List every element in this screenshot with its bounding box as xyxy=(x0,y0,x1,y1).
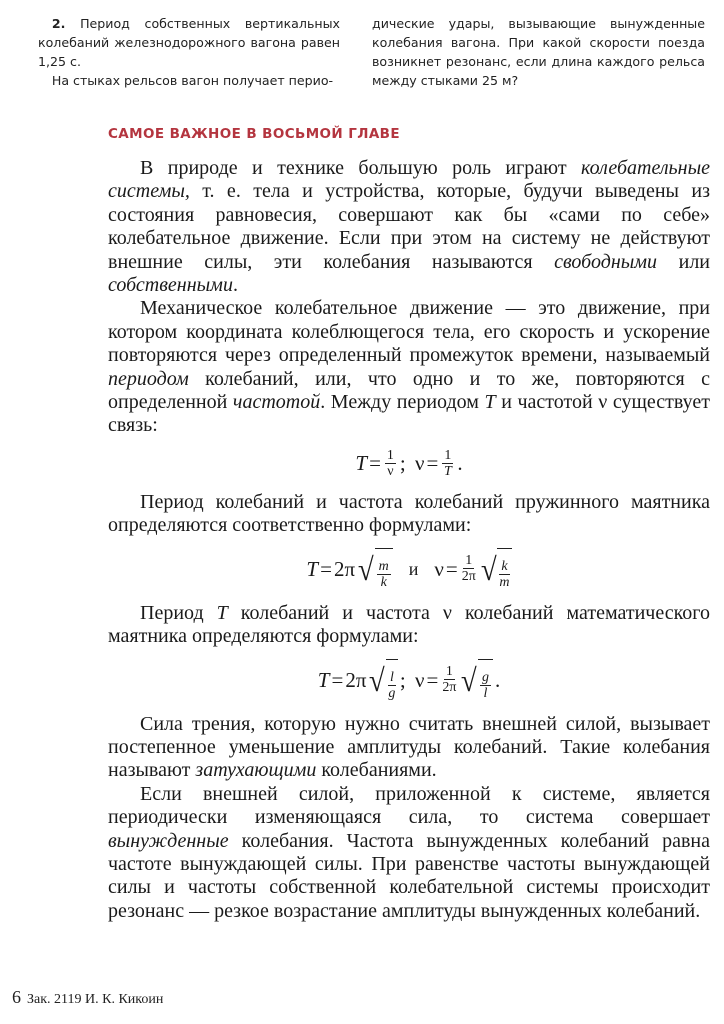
emphasized-term: частотой xyxy=(232,391,321,414)
square-root: √ $\frac{l}{g}$ xyxy=(368,659,397,701)
denominator: m xyxy=(499,574,510,590)
emphasized-term: периодом xyxy=(108,367,189,390)
square-root: √ $\frac{m}{k}$ xyxy=(357,548,393,590)
symbol: = xyxy=(426,667,439,692)
symbol: ν xyxy=(415,451,425,476)
emphasized-term: вынужденные xyxy=(108,829,229,852)
exercise-column-1 xyxy=(38,14,340,90)
formula-period-frequency xyxy=(108,448,710,479)
numerator: m xyxy=(378,558,389,574)
denominator: 2π xyxy=(461,569,476,585)
page-footer xyxy=(12,987,163,1008)
denominator: T xyxy=(443,463,452,479)
paragraph-text: т. е. тела и устройства, которые, будучи выведены из состояния равновесия, совершают как бы «сами по себе» колебательное движение. Если при этом на систему не действуют внешние силы, эти колебания называются xyxy=(108,180,710,273)
exercise-text xyxy=(38,14,340,71)
fraction xyxy=(442,664,456,695)
conjunction: и xyxy=(408,558,419,579)
fraction xyxy=(462,553,476,584)
symbol: T xyxy=(317,667,330,692)
denominator: k xyxy=(380,574,387,590)
paragraph-text: колебаний, или, что одно и то же, повторяются с определенной xyxy=(108,367,710,414)
emphasized-term: колебательные системы, xyxy=(108,157,710,203)
numerator: 1 xyxy=(445,664,453,679)
numerator: l xyxy=(389,669,394,685)
square-root: √ $\frac{k}{m}$ xyxy=(480,548,512,590)
symbol: = xyxy=(369,451,381,476)
page-number: 6 xyxy=(12,987,21,1007)
paragraph-text: Период xyxy=(140,601,217,624)
symbol: T xyxy=(355,451,368,476)
paragraph-text: В природе и технике большую роль играют xyxy=(140,157,582,179)
emphasized-term: свободными xyxy=(554,250,658,273)
chapter-summary xyxy=(108,157,710,923)
paragraph-text: Механическое колебательное движение — это движение, при котором координата колеблющегося тела, его скорость и ускорение повторяются через определенный промежуток времени, называемый xyxy=(108,297,710,367)
symbol: ν xyxy=(414,667,425,692)
square-root: √ $\frac{g}{l}$ xyxy=(460,659,493,701)
numerator: 1 xyxy=(386,447,394,463)
paragraph-text: или xyxy=(657,250,710,273)
symbol: = xyxy=(331,667,344,692)
numerator: g xyxy=(481,669,489,685)
fraction xyxy=(385,448,396,479)
symbol: = xyxy=(445,556,458,581)
paragraph-text: Период колебаний и частота колебаний пружинного маятника определяются соответственно формулами: xyxy=(108,490,710,537)
symbol: 2π xyxy=(345,667,367,692)
paragraph xyxy=(108,783,710,923)
symbol: = xyxy=(426,451,439,476)
numerator: k xyxy=(501,558,508,574)
fraction xyxy=(442,448,453,479)
exercise-text: дические удары, вызывающие вынужденные колебания вагона. При какой скорости поезда возникнет резонанс, если длина каждого рельса между стыками 25 м? xyxy=(372,16,705,88)
paragraph-text: колебаний и частота ν колебаний математического маятника определяются формулами: xyxy=(108,601,710,648)
symbol: ; xyxy=(399,667,406,692)
emphasized-term: T xyxy=(216,601,228,624)
paragraph xyxy=(108,491,710,538)
emphasized-term: затухающими xyxy=(195,759,317,782)
exercise-text: На стыках рельсов вагон получает перио- xyxy=(51,73,334,88)
paragraph xyxy=(108,713,710,783)
symbol: ν xyxy=(434,556,444,581)
denominator: ν xyxy=(387,463,394,479)
numerator: 1 xyxy=(465,553,473,569)
formula-math-pendulum xyxy=(108,659,710,701)
exercise-number: 2. xyxy=(51,16,66,31)
exercise-text-part: Период собственных вертикальных колебаний железнодорожного вагона равен 1,25 с. xyxy=(38,16,340,69)
numerator: 1 xyxy=(444,447,452,463)
paragraph-text: и частотой ν существует связь: xyxy=(108,391,710,437)
paragraph xyxy=(108,297,710,437)
emphasized-term: собственными xyxy=(108,274,233,297)
symbol: . xyxy=(457,451,463,476)
formula-spring-pendulum xyxy=(108,548,710,590)
symbol: = xyxy=(320,556,332,581)
emphasized-term: T xyxy=(484,391,496,414)
exercise-column-2 xyxy=(372,14,705,90)
denominator: g xyxy=(388,685,396,701)
symbol: T xyxy=(306,556,319,581)
section-heading: САМОЕ ВАЖНОЕ В ВОСЬМОЙ ГЛАВЕ xyxy=(108,126,400,142)
symbol: ; xyxy=(399,451,406,476)
paragraph-text: . Между периодом xyxy=(320,391,485,414)
paragraph-text: колебания. Частота вынужденных колебаний равна частоте вынуждающей силы. При равенстве частоты вынуждающей силы и частоты собственной колебательной системы происходит резонанс — резкое возрастание амплитуды вынужденных колебаний. xyxy=(108,829,710,922)
paragraph-text: колебаниями. xyxy=(316,759,437,782)
symbol: 2π xyxy=(333,556,356,581)
symbol: . xyxy=(494,667,501,692)
paragraph-text: Сила трения, которую нужно считать внешней силой, вызывает постепенное уменьшение амплитуды колебаний. Такие колебания называют xyxy=(108,712,710,782)
paragraph xyxy=(108,602,710,649)
denominator: 2π xyxy=(442,680,457,695)
denominator: l xyxy=(483,685,488,701)
imprint: Зак. 2119 И. К. Кикоин xyxy=(27,992,164,1007)
paragraph-text: . xyxy=(232,274,238,297)
paragraph xyxy=(108,157,710,297)
paragraph-text: Если внешней силой, приложенной к системе, является периодически изменяющаяся сила, то система совершает xyxy=(108,782,710,829)
